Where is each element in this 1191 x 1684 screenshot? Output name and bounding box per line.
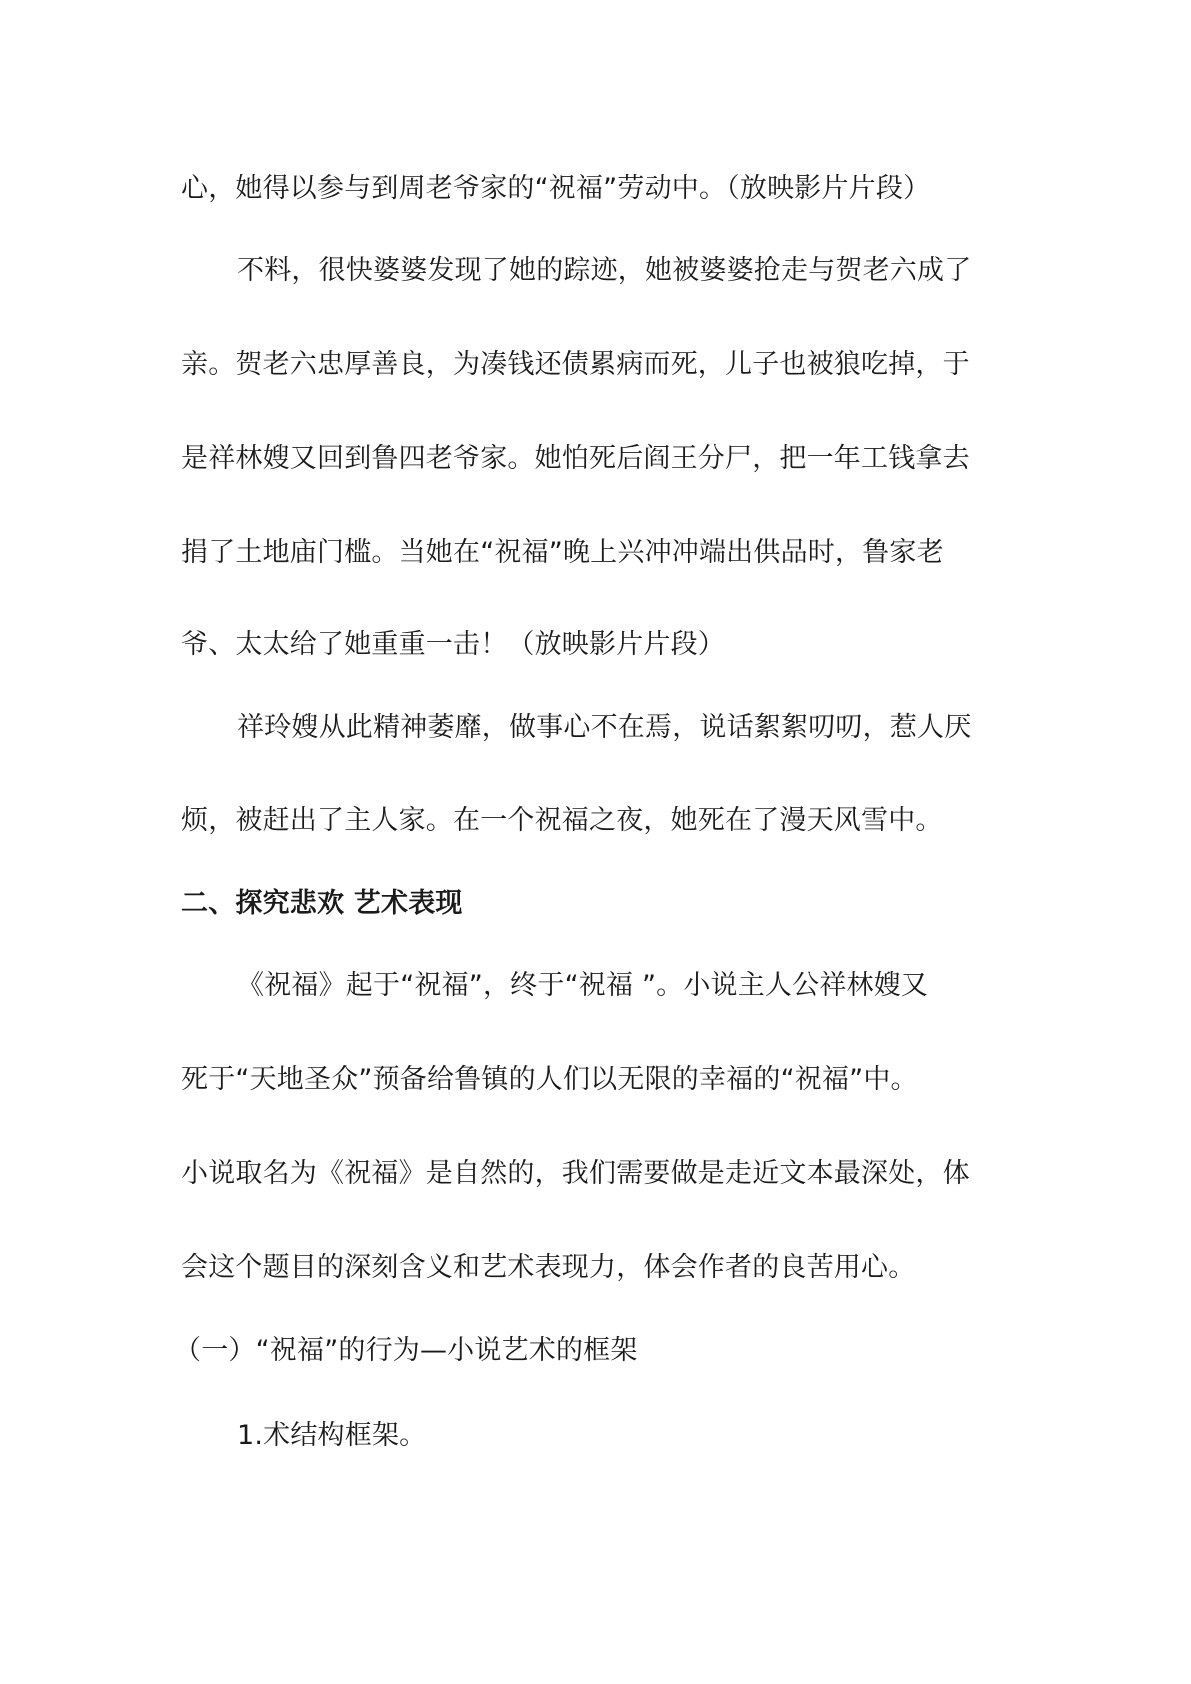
paragraph-line: 捐了土地庙门槛。当她在“祝福”晚上兴冲冲端出供品时，鲁家老 <box>181 537 944 568</box>
paragraph-line: 爷、太太给了她重重一击！（放映影片片段） <box>181 629 725 660</box>
paragraph-line: 死于“天地圣众”预备给鲁镇的人们以无限的幸福的“祝福”中。 <box>181 1064 918 1095</box>
subsection-heading: （一）“祝福”的行为—小说艺术的框架 <box>174 1335 638 1366</box>
paragraph-line: 心，她得以参与到周老爷家的“祝福”劳动中。（放映影片片段） <box>181 173 931 204</box>
paragraph-line: 会这个题目的深刻含义和艺术表现力，体会作者的良苦用心。 <box>181 1252 916 1283</box>
paragraph-line: 《祝福》起于“祝福”，终于“祝福 ”。小说主人公祥林嫂又 <box>237 970 929 1001</box>
list-item: 1.术结构框架。 <box>237 1420 427 1451</box>
paragraph-line: 是祥林嫂又回到鲁四老爷家。她怕死后阎王分尸，把一年工钱拿去 <box>181 443 970 474</box>
paragraph-line: 不料，很快婆婆发现了她的踪迹，她被婆婆抢走与贺老六成了 <box>237 255 972 286</box>
paragraph-line: 烦，被赶出了主人家。在一个祝福之夜，她死在了漫天风雪中。 <box>181 805 943 836</box>
paragraph-line: 亲。贺老六忠厚善良，为凑钱还债累病而死，儿子也被狼吃掉，于 <box>181 349 970 380</box>
section-heading: 二、探究悲欢 艺术表现 <box>181 888 463 919</box>
paragraph-line: 小说取名为《祝福》是自然的，我们需要做是走近文本最深处，体 <box>181 1158 970 1189</box>
paragraph-line: 祥玲嫂从此精神萎靡，做事心不在焉，说话絮絮叨叨，惹人厌 <box>237 712 972 743</box>
